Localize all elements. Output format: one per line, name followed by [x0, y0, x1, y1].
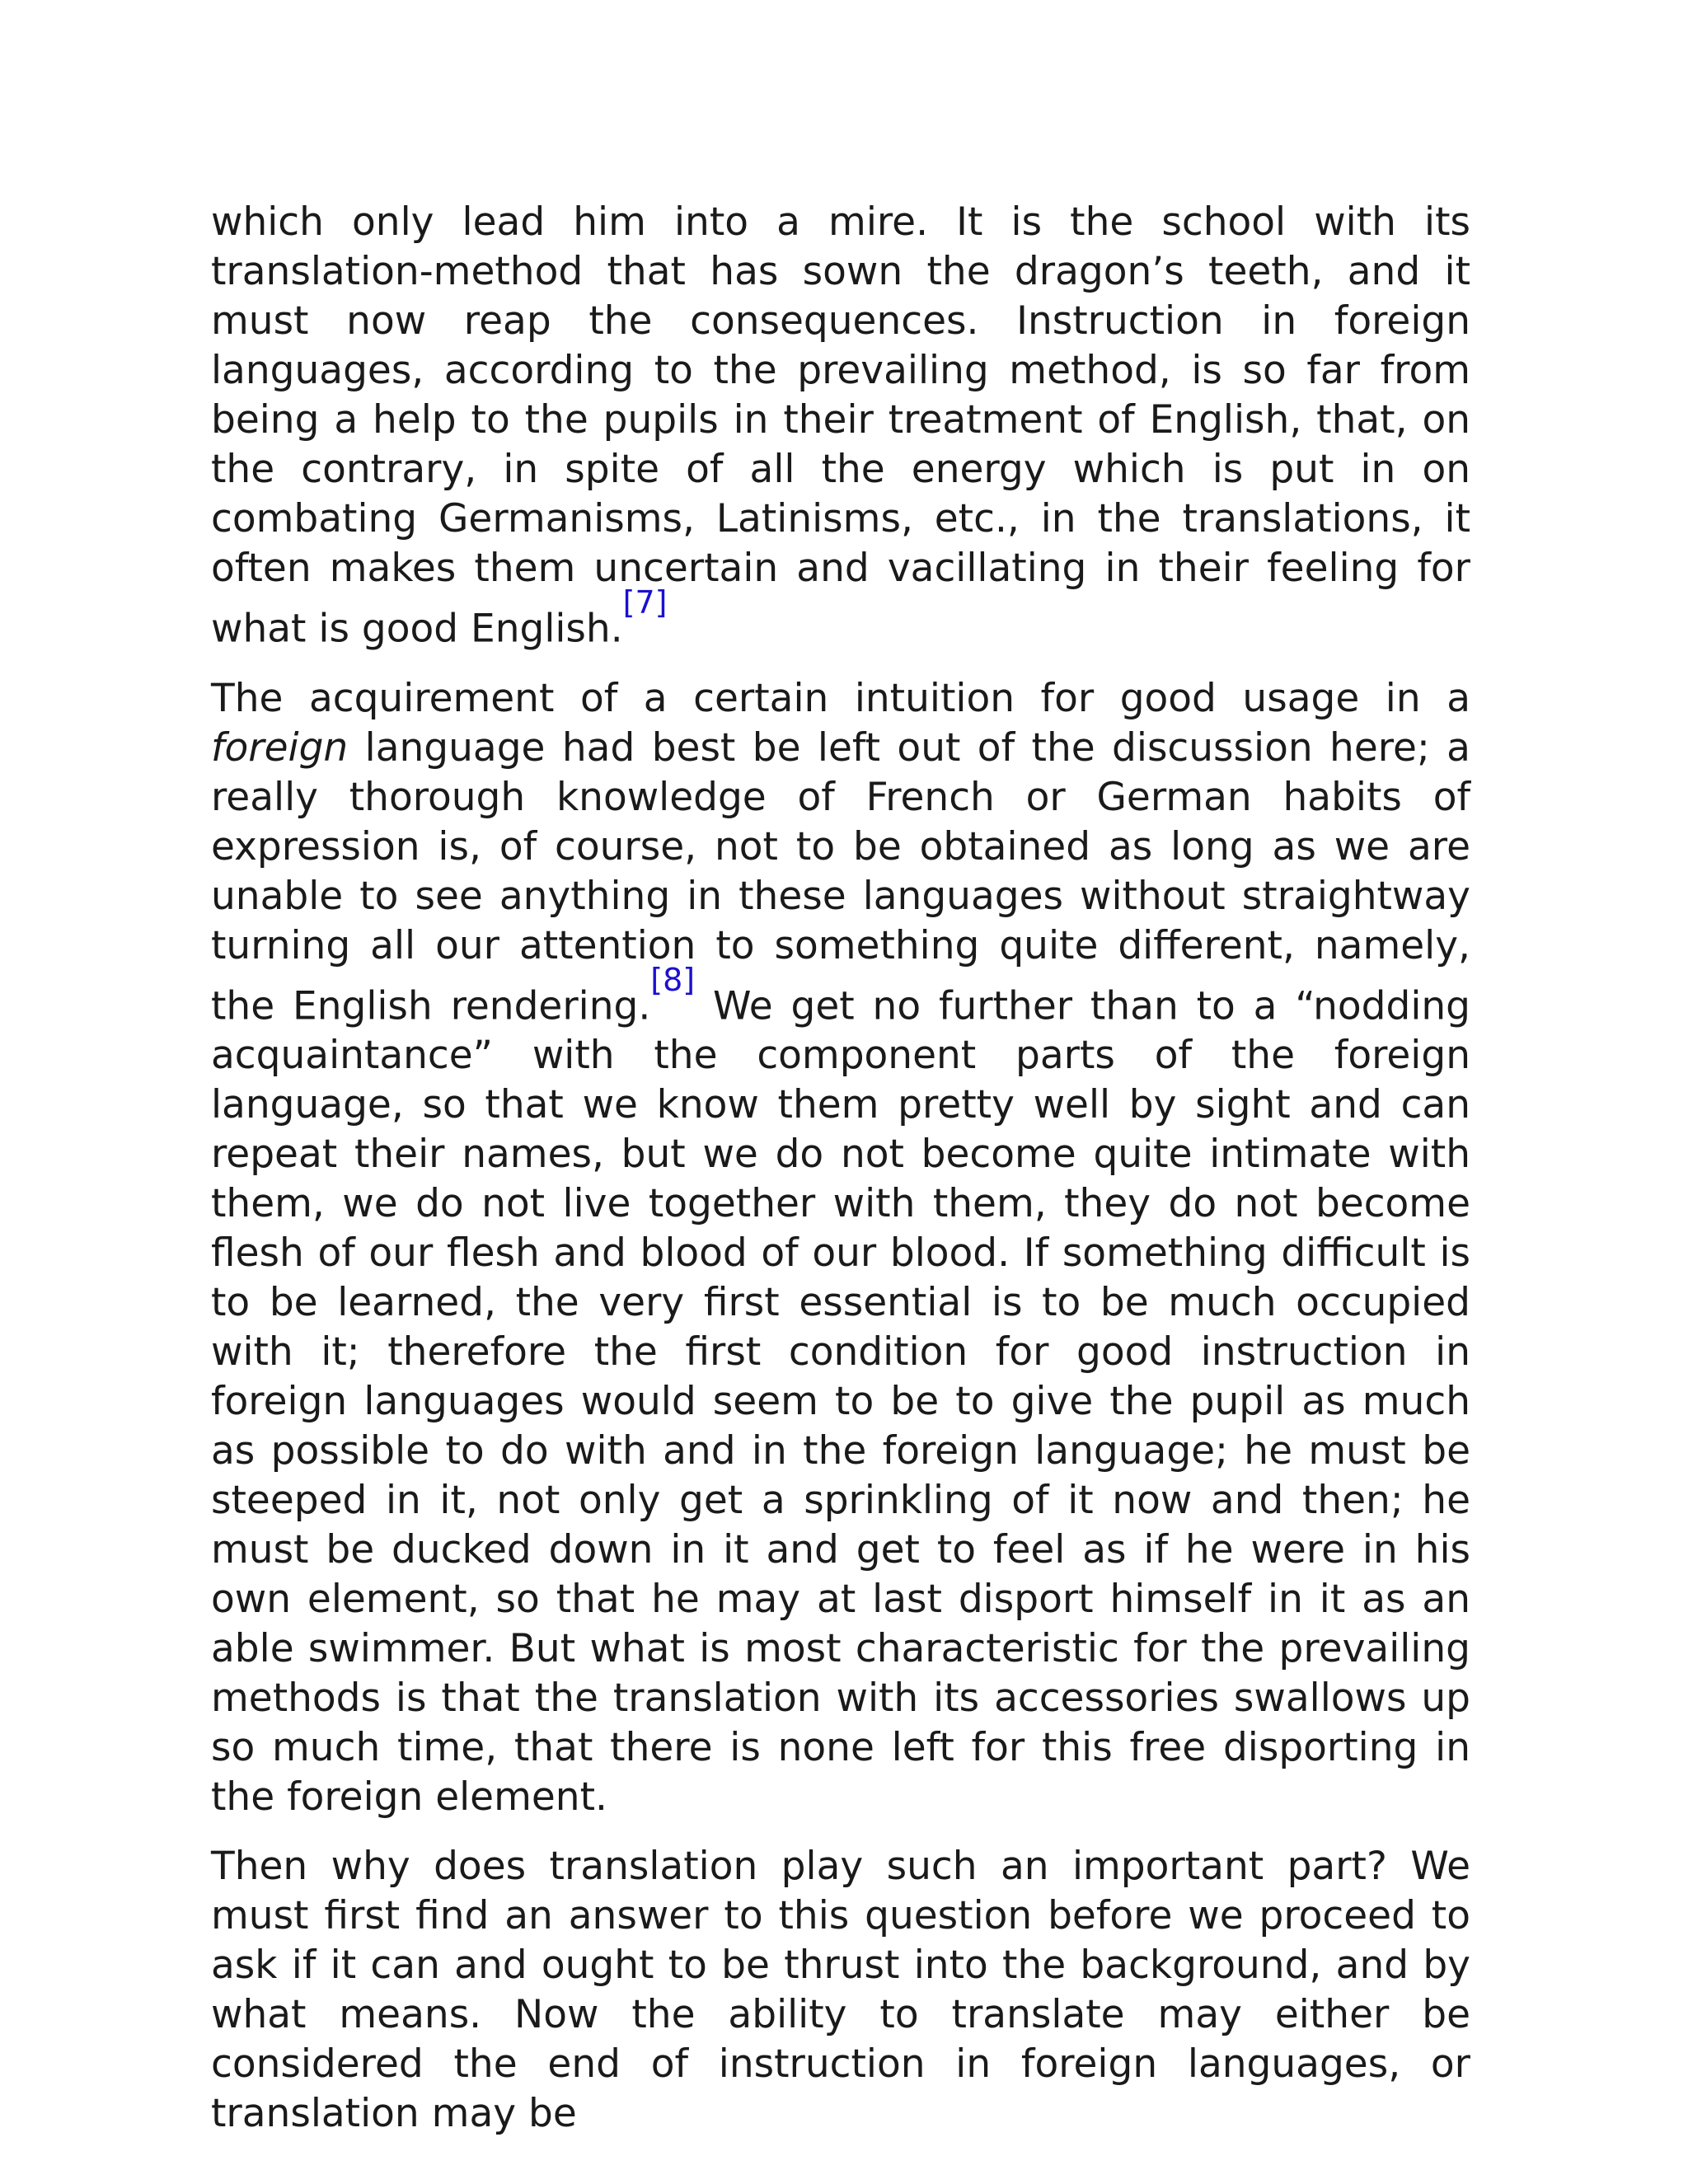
paragraph-1: [211, 198, 1470, 654]
paragraph-text: The acquirement of a certain intuition for good usage in a: [211, 675, 1470, 721]
document-page: [211, 198, 1470, 2158]
footnote-link-7[interactable]: [7]: [622, 584, 668, 621]
paragraph-text: We get no further than to a “nodding acquaintance” with the component parts of the foreign language, so that we know them pretty well by sight and can repeat their names, but we do not become quite intimate with them, we do not live together with them, they do not become flesh of our flesh and blood of our blood. If something difficult is to be learned, the very first essential is to be much occupied with it; therefore the first condition for good instruction in foreign languages would seem to be to give the pupil as much as possible to do with and in the foreign language; he must be steeped in it, not only get a sprinkling of it now and then; he must be ducked down in it and get to feel as if he were in his own element, so that he may at last disport himself in it as an able swimmer. But what is most characteristic for the prevailing methods is that the translation with its accessories swallows up so much time, that there is none left for this free disporting in the foreign element.: [211, 983, 1470, 1821]
paragraph-text: language had best be left out of the discussion here; a really thorough knowledge of French or German habits of expression is, of course, not to be obtained as long as we are unable to see anything in these languages without straightway turning all our attention to something quite different, namely, the English rendering.: [211, 724, 1470, 1029]
italic-word: foreign: [211, 724, 349, 771]
footnote-link-8[interactable]: [8]: [650, 961, 696, 998]
paragraph-3: [211, 1842, 1470, 2139]
paragraph-text: Then why does translation play such an important part? We must first find an answer to this question before we proceed to ask if it can and ought to be thrust into the background, and by what means. Now the ability to translate may either be considered the end of instruction in foreign languages, or translation may be: [211, 1844, 1470, 2137]
paragraph-2: [211, 674, 1470, 1823]
paragraph-text: which only lead him into a mire. It is the school with its translation-method that has sown the dragon’s teeth, and it must now reap the consequences. Instruction in foreign languages, according to the prevailing method, is so far from being a help to the pupils in their treatment of English, that, on the contrary, in spite of all the energy which is put in on combating Germanisms, Latinisms, etc., in the translations, it often makes them uncertain and vacillating in their feeling for what is good English.: [211, 199, 1470, 652]
